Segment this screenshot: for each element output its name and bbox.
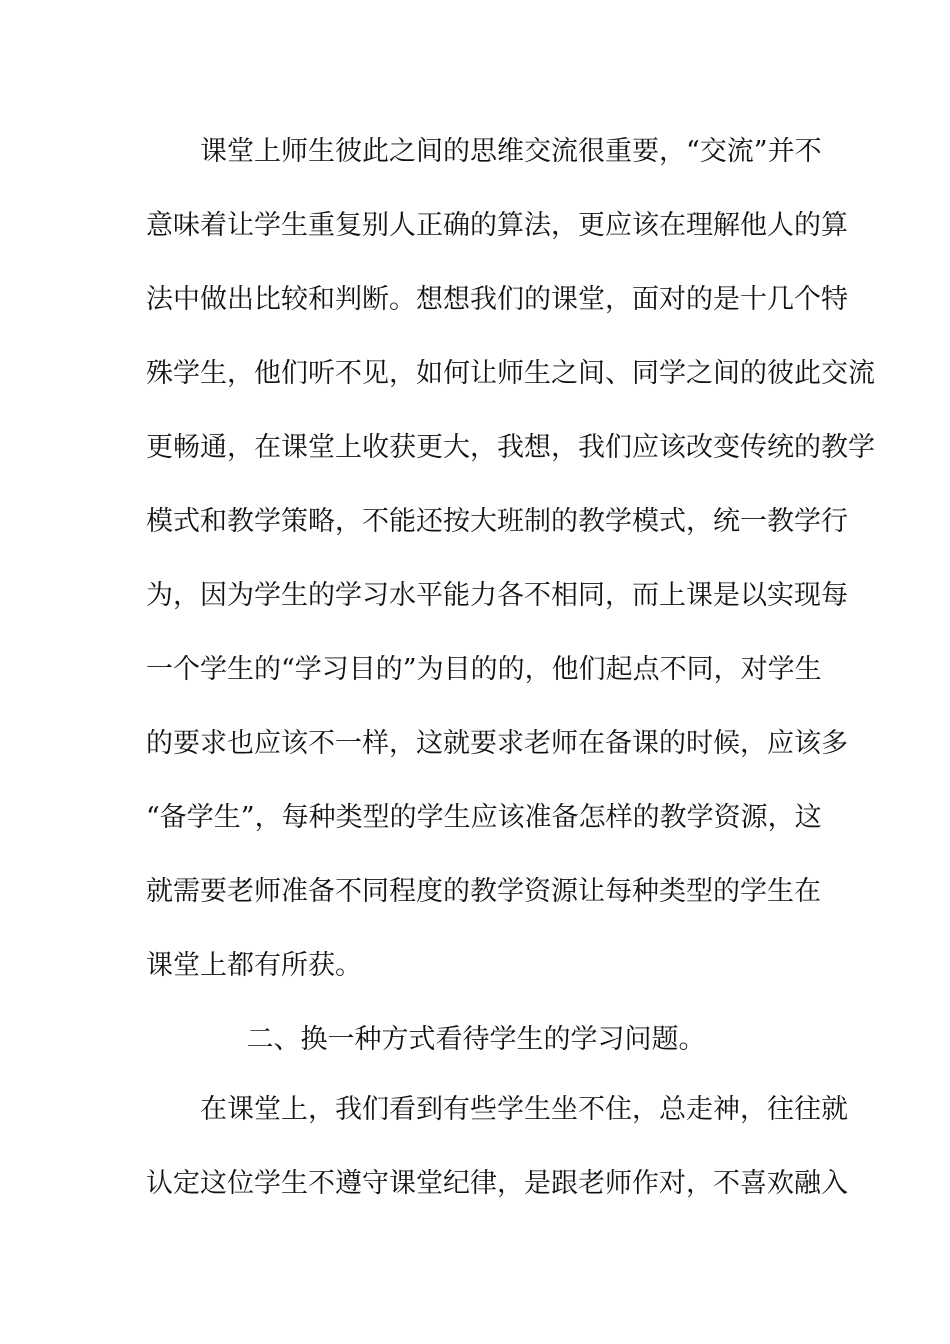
text-line: 在课堂上，我们看到有些学生坐不住，总走神，往往就 (146, 1094, 848, 1125)
text-line: 为，因为学生的学习水平能力各不相同，而上课是以实现每 (146, 580, 848, 611)
section-heading: 二、换一种方式看待学生的学习问题。 (246, 1024, 706, 1055)
text-line: 就需要老师准备不同程度的教学资源让每种类型的学生在 (146, 876, 821, 907)
text-line: 课堂上师生彼此之间的思维交流很重要，“交流”并不 (146, 136, 822, 167)
text-line: 模式和教学策略，不能还按大班制的教学模式，统一教学行 (146, 506, 848, 537)
text-line: 殊学生，他们听不见，如何让师生之间、同学之间的彼此交流 (146, 358, 875, 389)
text-line: “备学生”，每种类型的学生应该准备怎样的教学资源，这 (146, 802, 822, 833)
text-line: 意味着让学生重复别人正确的算法，更应该在理解他人的算 (146, 210, 848, 241)
text-line: 的要求也应该不一样，这就要求老师在备课的时候，应该多 (146, 728, 848, 759)
text-line: 法中做出比较和判断。想想我们的课堂，面对的是十几个特 (146, 284, 848, 315)
paragraph-2 (146, 1073, 848, 1221)
text-line: 课堂上都有所获。 (146, 950, 362, 981)
text-line: 一个学生的“学习目的”为目的的，他们起点不同，对学生 (146, 654, 822, 685)
text-line: 更畅通，在课堂上收获更大，我想，我们应该改变传统的教学 (146, 432, 875, 463)
paragraph-1 (146, 115, 875, 1003)
text-line: 认定这位学生不遵守课堂纪律，是跟老师作对，不喜欢融入 (146, 1168, 848, 1199)
